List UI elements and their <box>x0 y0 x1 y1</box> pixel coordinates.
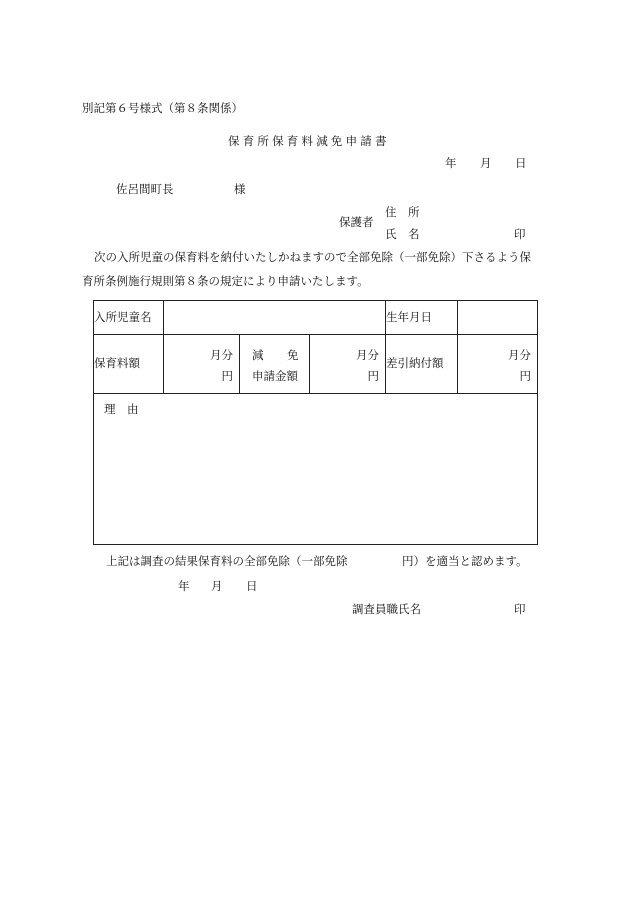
fee-label-cell <box>94 335 164 394</box>
approval-statement-a: 上記は調査の結果保育料の全部免除（一部免除 <box>106 554 348 568</box>
form-title: 保育所保育料減免申請書 <box>228 134 390 148</box>
reduction-label-a: 減 <box>252 348 264 362</box>
address-label: 住 所 <box>385 205 420 219</box>
form-number: 別記第６号様式（第８条関係） <box>82 101 243 115</box>
amount-row <box>94 335 538 394</box>
reduction-per-month: 月分 <box>356 348 380 362</box>
approval-statement-b: 円）を適当と認めます。 <box>402 554 528 568</box>
fee-amount-field[interactable] <box>164 335 240 394</box>
child-name-label: 入所児童名 <box>94 309 152 324</box>
addressee-name: 佐呂間町長 <box>116 182 174 196</box>
application-form-table <box>93 300 538 545</box>
reduction-yen: 円 <box>367 369 380 383</box>
fee-label: 保育料額 <box>94 356 140 371</box>
birthdate-label: 生年月日 <box>386 309 433 324</box>
request-text-line1: 次の入所児童の保育料を納付いたしかねますので全部免除（一部免除）下さるよう保 <box>94 250 531 264</box>
fee-per-month: 月分 <box>210 348 233 362</box>
investigator-seal-mark: 印 <box>514 602 526 616</box>
guardian-label: 保護者 <box>339 215 374 229</box>
applicant-name-label: 氏 名 <box>385 227 420 241</box>
date-year-label: 年 <box>445 156 457 170</box>
birthdate-label-cell <box>386 301 458 335</box>
net-payment-label-cell <box>386 335 458 394</box>
reduction-label-cell <box>240 335 310 394</box>
child-info-row <box>94 301 538 335</box>
approval-year-label: 年 <box>178 579 190 593</box>
child-name-label-cell <box>94 301 164 335</box>
approval-month-label: 月 <box>211 579 223 593</box>
reason-label: 理 由 <box>104 402 139 416</box>
net-payment-label: 差引納付額 <box>386 356 444 371</box>
reduction-amount-field[interactable] <box>310 335 386 394</box>
applicant-seal-mark: 印 <box>514 227 526 241</box>
approval-day-label: 日 <box>246 579 258 593</box>
reason-row <box>94 394 538 545</box>
date-month-label: 月 <box>480 156 492 170</box>
birthdate-field[interactable] <box>458 301 538 335</box>
addressee-honorific: 様 <box>234 182 246 196</box>
reason-field[interactable] <box>94 394 538 545</box>
net-per-month: 月分 <box>508 348 532 362</box>
fee-yen: 円 <box>221 369 233 383</box>
request-text-line2: 育所条例施行規則第８条の規定により申請いたします。 <box>82 274 369 288</box>
net-yen: 円 <box>519 369 532 383</box>
child-name-field[interactable] <box>164 301 386 335</box>
net-payment-field[interactable] <box>458 335 538 394</box>
investigator-label: 調査員職氏名 <box>352 602 421 616</box>
date-day-label: 日 <box>515 156 527 170</box>
reduction-label-b: 免 <box>287 348 299 362</box>
reduction-label-c: 申請金額 <box>252 369 298 383</box>
